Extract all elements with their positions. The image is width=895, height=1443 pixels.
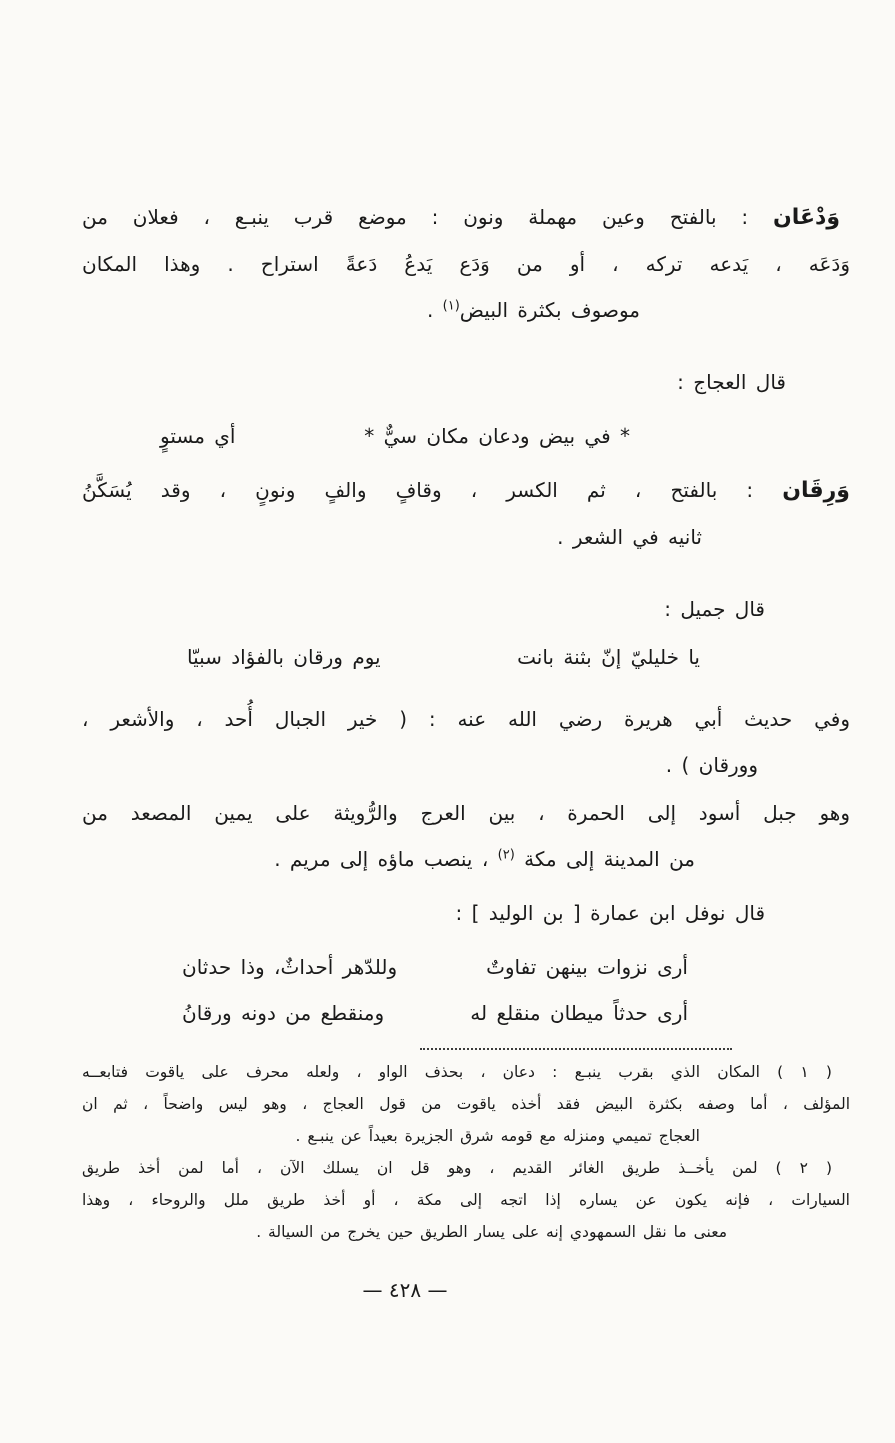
verse-nawfal-line1-right: أرى نزوات بينهن تفاوتٌ bbox=[486, 955, 688, 979]
entry-wadan-line1-rest: : بالفتح وعين مهملة ونون : موضع قرب ينبـع ، فعلان من bbox=[82, 205, 773, 229]
entry-warqan-line2: ثانيه في الشعر . bbox=[557, 525, 702, 549]
description-line2-tail: ، ينصب ماؤه إلى مريم . bbox=[274, 847, 498, 871]
footnote-1-line2: المؤلف ، أما وصفه بكثرة البيض فقد أخذه ياقوت من قول العجاج ، وهو ليس واضحاً ، ثم ان bbox=[82, 1095, 850, 1113]
entry-wadan-line3-text: موصوف بكثرة البيض bbox=[459, 298, 640, 322]
verse-nawfal-line2-right: أرى حدثاً ميطان منقلع له bbox=[470, 1001, 688, 1025]
entry-warqan-line1 bbox=[82, 467, 850, 514]
entry-wadan-line2: وَدَعَه ، يَدعه تركه ، أو من وَدَع يَدعُ دَعةً استراح . وهذا المكان bbox=[82, 252, 850, 276]
verse-nawfal-line2-left: ومنقطع من دونه ورقانُ bbox=[182, 1001, 385, 1025]
entry-warqan bbox=[82, 467, 850, 1036]
footnote-2-line2: السيارات ، فإنه يكون عن يساره إذا اتجه إلى مكة ، أو أخذ طريق ملل والروحاء ، وهذا bbox=[82, 1191, 850, 1209]
entry-warqan-headword: وَرِقَان bbox=[782, 478, 850, 503]
footnote-1-line3: العجاج تميمي ومنزله مع قومه شرق الجزيرة بعيداً عن ينبـع . bbox=[295, 1127, 700, 1145]
entry-wadan-line3-tail: . bbox=[426, 298, 443, 322]
description-line1: وهو جبل أسود إلى الحمرة ، بين العرج والرُّويثة على يمين المصعد من bbox=[82, 801, 850, 825]
citation-nawfal: قال نوفل ابن عمارة [ بن الوليد ] : bbox=[455, 901, 765, 925]
verse-nawfal-row2 bbox=[82, 990, 850, 1036]
hadith-line1: وفي حديث أبي هريرة رضي الله عنه : ( خير الجبال أُحد ، والأشعر ، bbox=[82, 707, 850, 731]
entry-wadan-line1 bbox=[82, 194, 850, 241]
verse-ajjaj: * في بيض ودعان مكان سيٌّ * bbox=[364, 424, 630, 448]
description-line2 bbox=[82, 836, 695, 882]
entry-wadan-headword: وَدْعَان bbox=[772, 205, 840, 230]
verse-ajjaj-gloss: أي مستوٍ bbox=[160, 424, 236, 448]
verse-nawfal-line1-left: وللدّهر أحداثٌ، وذا حدثان bbox=[182, 955, 398, 979]
footnote-separator bbox=[420, 1048, 732, 1050]
entry-warqan-line1-rest: : بالفتح ، ثم الكسر ، وقافٍ والفٍ ونونٍ ، وقد يُسَكَّنُ bbox=[82, 478, 783, 502]
description-line2-text: من المدينة إلى مكة bbox=[514, 847, 695, 871]
entry-wadan bbox=[82, 194, 850, 459]
footnote-1-line1: ( ١ ) المكان الذي بقرب ينبـع : دعان ، بحذف الواو ، ولعله محرف على ياقوت فتابعــه bbox=[82, 1063, 832, 1081]
verse-jamil-row bbox=[82, 634, 850, 680]
footnote-ref-1: (١) bbox=[442, 298, 460, 314]
verse-ajjaj-row bbox=[82, 413, 850, 459]
entry-wadan-line3 bbox=[82, 287, 640, 333]
footnote-2-line3: معنى ما نقل السمهودي إنه على يسار الطريق حين يخرج من السيالة . bbox=[256, 1223, 727, 1241]
verse-jamil-left: يوم ورقان بالفؤاد سبيّا bbox=[187, 645, 381, 669]
verse-nawfal-row1 bbox=[82, 944, 850, 990]
footnotes bbox=[82, 1056, 850, 1248]
verse-jamil-right: يا خليليّ إنّ بثنة بانت bbox=[517, 645, 700, 669]
footnote-2-line1: ( ٢ ) لمن يأخــذ طريق الغائر القديم ، وهو قل ان يسلك الآن ، أما لمن أخذ طريق bbox=[82, 1159, 833, 1177]
footnote-ref-2: (٢) bbox=[497, 847, 515, 863]
citation-ajjaj: قال العجاج : bbox=[677, 370, 786, 394]
hadith-line2: وورقان ) . bbox=[665, 753, 758, 777]
citation-jamil: قال جميل : bbox=[664, 597, 765, 621]
page-number: — ٤٢٨ — bbox=[362, 1278, 448, 1302]
